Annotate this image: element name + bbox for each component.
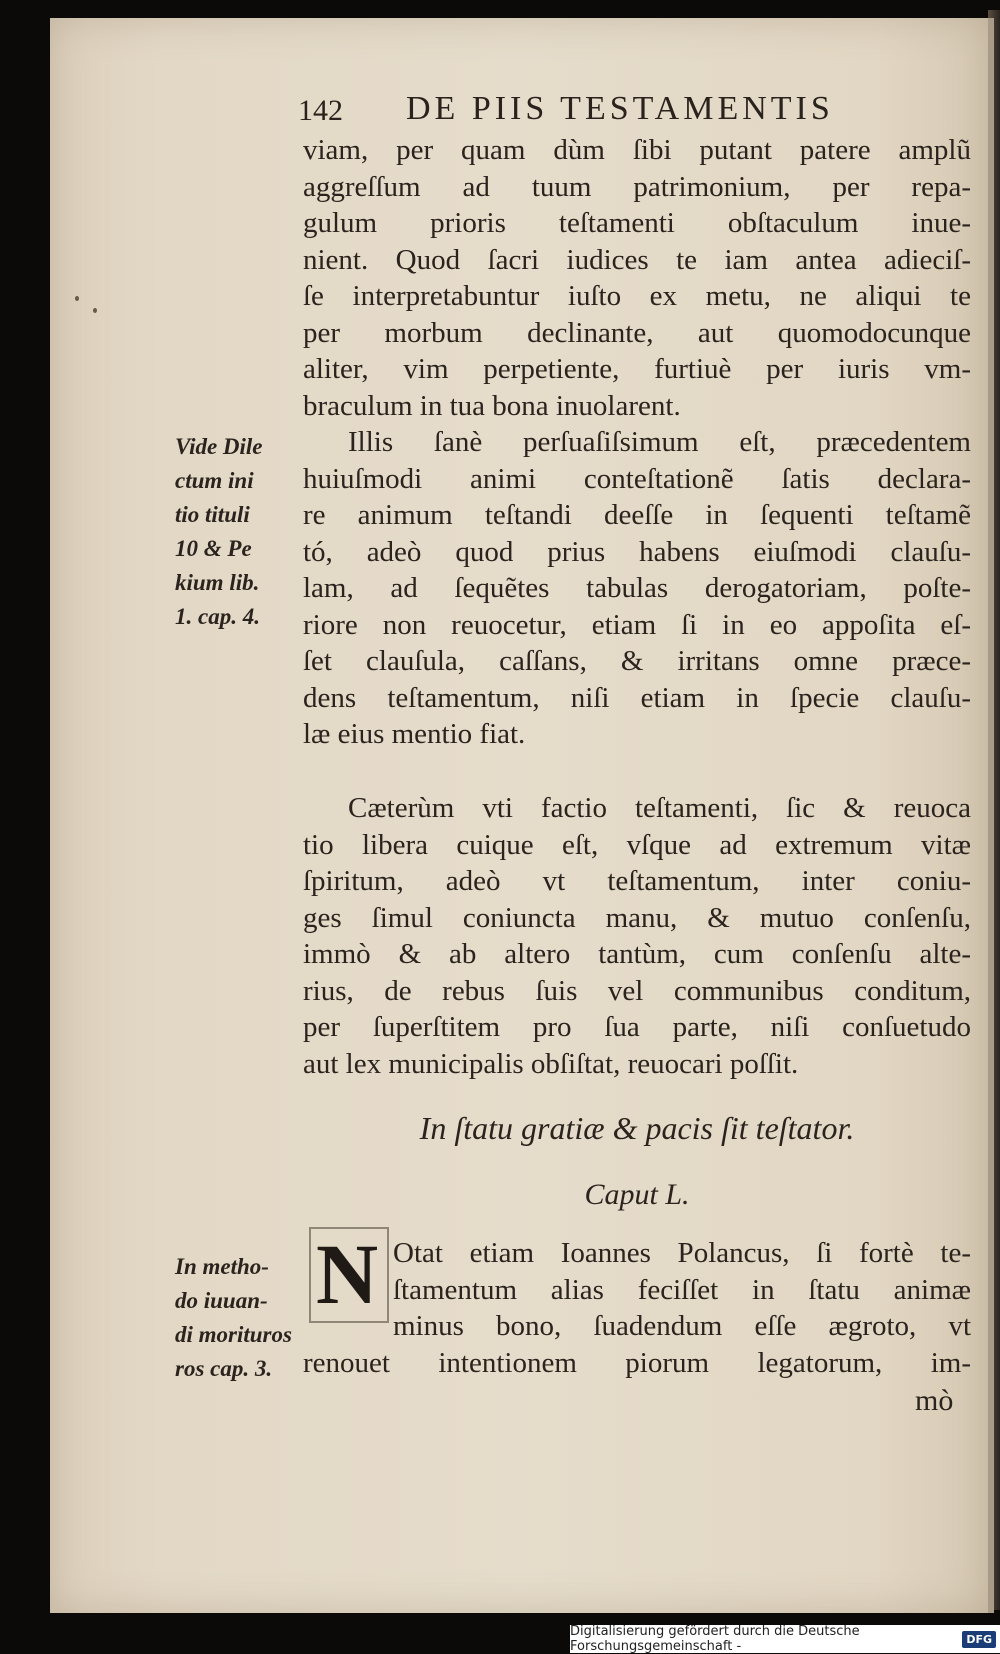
text-line: viam, per quam dùm ſibi putant patere amplũ [303, 134, 971, 166]
section-title: In ſtatu gratiæ & pacis ſit teſtator. [419, 1110, 855, 1146]
text-line: per morbum declinante, aut quomodocunque [303, 316, 971, 349]
text-line: minus bono, ſuadendum eſſe ægroto, vt [393, 1310, 971, 1342]
text-line: renouet intentionem piorum legatorum, im- [303, 1347, 971, 1379]
text-line: gulum prioris teſtamenti obſtaculum inue- [303, 207, 971, 239]
chapter-heading: Caput L. [584, 1178, 690, 1211]
text-line: aut lex municipalis obſiſtat, reuocari poſſit. [303, 1047, 799, 1080]
text-line: ſe interpretabuntur iuſto ex metu, ne aliqui te [303, 280, 971, 312]
footer-text: Digitalisierung gefördert durch die Deutsche Forschungsgemeinschaft - [570, 1624, 860, 1654]
margin-note-line: di morituros [175, 1322, 292, 1347]
margin-note-line: Vide Dile [175, 434, 263, 459]
text-line: ſpiritum, adeò vt teſtamentum, inter coniu- [303, 865, 971, 897]
margin-note-line: 10 & Pe [175, 536, 252, 561]
text-line: huiuſmodi animi conteſtationẽ ſatis declara- [303, 462, 971, 495]
catchword: mò [915, 1384, 954, 1417]
text-line: braculum in tua bona inuolarent. [303, 389, 681, 422]
margin-note-line: kium lib. [175, 570, 260, 595]
margin-note [175, 1250, 305, 1386]
text-line: aggreſſum ad tuum patrimonium, per repa- [303, 170, 971, 203]
text-line: Otat etiam Ioannes Polancus, ſi fortè te- [393, 1237, 971, 1269]
margin-note [175, 430, 305, 634]
text-line: dens teſtamentum, niſi etiam in ſpecie clauſu- [303, 681, 971, 714]
page-header [298, 90, 888, 134]
text-line: tio libera cuique eſt, vſque ad extremum vitæ [303, 828, 971, 861]
text-line: lam, ad ſequẽtes tabulas derogatoriam, poſte- [303, 572, 971, 604]
text-line: Illis ſanè perſuaſiſsimum eſt, præcedentem [348, 426, 971, 458]
text-line: nient. Quod ſacri iudices te iam antea adieciſ- [303, 243, 971, 276]
paragraph-2 [303, 424, 971, 753]
text-line: re animum teſtandi deeſſe in ſequenti teſtamẽ [303, 499, 971, 531]
paragraph-4-indented [393, 1235, 971, 1345]
text-line: tó, adeò quod prius habens eiuſmodi clauſu- [303, 535, 971, 568]
drop-capital-letter: N [315, 1226, 379, 1322]
text-line: immò & ab altero tantùm, cum conſenſu alte- [303, 938, 971, 970]
ink-spot [75, 296, 79, 301]
text-line: per ſuperſtitem pro ſua parte, niſi conſuetudo [303, 1011, 971, 1043]
text-line: rius, de rebus ſuis vel communibus conditum, [303, 974, 971, 1007]
paragraph-4 [303, 1345, 971, 1382]
paragraph-3 [303, 790, 971, 1082]
text-line: ſtamentum alias feciſſet in ſtatu animæ [393, 1273, 971, 1306]
drop-capital-frame [309, 1227, 389, 1323]
text-line: aliter, vim perpetiente, furtiuè per iuris vm- [303, 353, 971, 385]
paragraph-1 [303, 132, 971, 424]
margin-note-line: 1. cap. 4. [175, 604, 260, 629]
text-line: ſet clauſula, caſſans, & irritans omne præce- [303, 645, 971, 677]
margin-note-line: ctum ini [175, 468, 254, 493]
text-line: Cæterùm vti factio teſtamenti, ſic & reuoca [348, 792, 971, 824]
text-line: ges ſimul coniuncta manu, & mutuo conſenſu, [303, 901, 971, 934]
page-number: 142 [298, 94, 343, 127]
text-line: riore non reuocetur, etiam ſi in eo appoſita eſ- [303, 608, 971, 641]
margin-note-line: ros cap. 3. [175, 1356, 273, 1381]
margin-note-line: tio tituli [175, 502, 250, 527]
digitization-footer [570, 1625, 1000, 1653]
drop-capital [315, 1226, 379, 1322]
dfg-logo: DFG [962, 1631, 996, 1648]
margin-note-line: do iuuan- [175, 1288, 268, 1313]
ink-spot [93, 308, 97, 313]
margin-note-line: In metho- [175, 1254, 269, 1279]
text-line: læ eius mentio fiat. [303, 718, 526, 750]
running-title: DE PIIS TESTAMENTIS [406, 90, 834, 127]
